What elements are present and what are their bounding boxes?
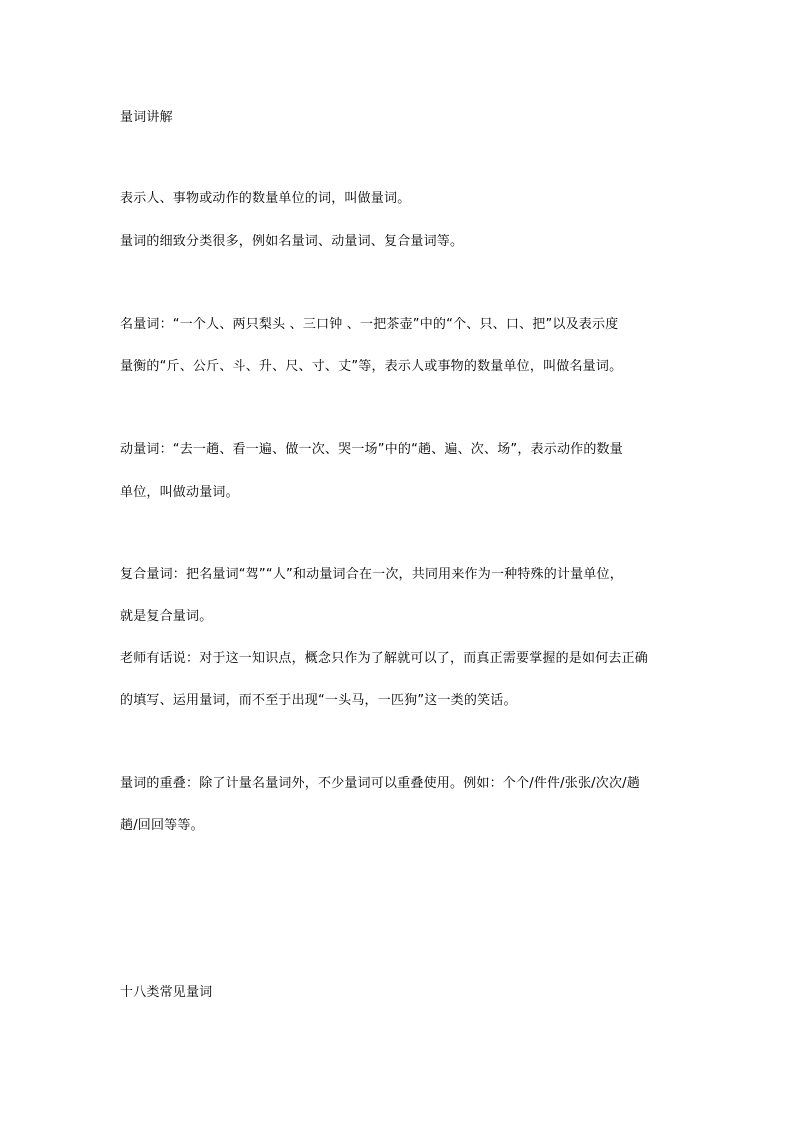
compound-classifier-line-2: 就是复合量词。 [120, 609, 213, 624]
page-title: 量词讲解 [120, 110, 173, 125]
noun-classifier-line-1: 名量词：“一个人、两只梨头 、三口钟 、一把茶壶”中的“个、只、口、把”以及表示度 [120, 317, 619, 332]
reduplication-line-2: 趟/回回等等。 [120, 818, 204, 833]
reduplication-line-1: 量词的重叠：除了计量名量词外，不少量词可以重叠使用。例如：个个/件件/张张/次次/趟 [120, 776, 640, 791]
intro-paragraph-2: 量词的细致分类很多，例如名量词、动量词、复合量词等。 [120, 234, 464, 249]
verb-classifier-line-2: 单位，叫做动量词。 [120, 485, 239, 500]
teacher-note-line-1: 老师有话说：对于这一知识点，概念只作为了解就可以了，而真正需要掌握的是如何去正确 [120, 651, 649, 666]
verb-classifier-line-1: 动量词：“去一趟、看一遍、做一次、哭一场”中的“趟、遍、次、场”，表示动作的数量 [120, 442, 623, 457]
teacher-note-line-2: 的填写、运用量词，而不至于出现“一头马，一匹狗”这一类的笑话。 [120, 693, 517, 708]
compound-classifier-line-1: 复合量词：把名量词“驾”“人”和动量词合在一次，共同用来作为一种特殊的计量单位， [120, 567, 623, 582]
intro-paragraph-1: 表示人、事物或动作的数量单位的词，叫做量词。 [120, 191, 411, 206]
noun-classifier-line-2: 量衡的“斤、公斤、斗、升、尺、寸、丈”等，表示人或事物的数量单位，叫做名量词。 [120, 359, 623, 374]
section-heading: 十八类常见量词 [120, 985, 213, 1000]
